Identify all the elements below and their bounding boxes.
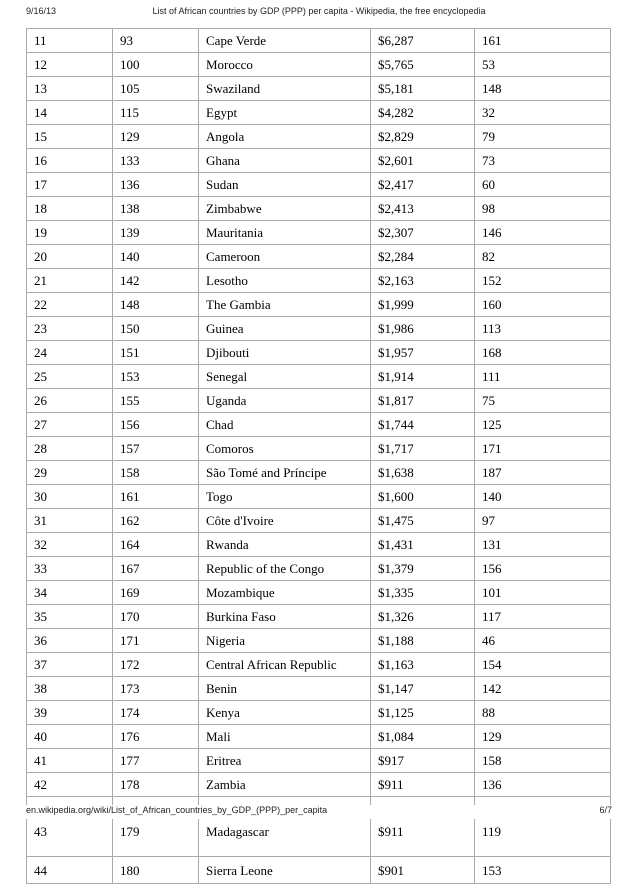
table-row xyxy=(27,773,611,797)
world-rank-cell: 153 xyxy=(113,365,199,389)
world-rank-cell: 174 xyxy=(113,701,199,725)
world-rank-cell: 148 xyxy=(113,293,199,317)
table-row xyxy=(27,509,611,533)
table-row xyxy=(27,53,611,77)
table-row xyxy=(27,293,611,317)
gdp-cell: $1,084 xyxy=(371,725,475,749)
rank-cell: 28 xyxy=(27,437,113,461)
table-row xyxy=(27,485,611,509)
hdi-rank-cell: 152 xyxy=(475,269,611,293)
table-row xyxy=(27,413,611,437)
world-rank-cell: 140 xyxy=(113,245,199,269)
world-rank-cell: 162 xyxy=(113,509,199,533)
country-cell[interactable]: Morocco xyxy=(199,53,371,77)
rank-cell: 44 xyxy=(27,857,113,884)
country-cell[interactable]: Chad xyxy=(199,413,371,437)
gdp-cell: $1,125 xyxy=(371,701,475,725)
hdi-rank-cell: 73 xyxy=(475,149,611,173)
hdi-rank-cell: 111 xyxy=(475,365,611,389)
gdp-cell: $2,413 xyxy=(371,197,475,221)
world-rank-cell: 161 xyxy=(113,485,199,509)
country-cell[interactable]: Djibouti xyxy=(199,341,371,365)
page-number: 6/7 xyxy=(599,805,612,815)
rank-cell: 13 xyxy=(27,77,113,101)
table-row xyxy=(27,149,611,173)
country-cell[interactable]: Zimbabwe xyxy=(199,197,371,221)
rank-cell: 14 xyxy=(27,101,113,125)
world-rank-cell: 179 xyxy=(113,797,199,857)
gdp-cell: $1,326 xyxy=(371,605,475,629)
country-cell[interactable]: Egypt xyxy=(199,101,371,125)
world-rank-cell: 157 xyxy=(113,437,199,461)
world-rank-cell: 93 xyxy=(113,29,199,53)
rank-cell: 11 xyxy=(27,29,113,53)
hdi-rank-cell: 156 xyxy=(475,557,611,581)
table-row xyxy=(27,341,611,365)
world-rank-cell: 138 xyxy=(113,197,199,221)
rank-cell: 31 xyxy=(27,509,113,533)
world-rank-cell: 176 xyxy=(113,725,199,749)
table-row xyxy=(27,317,611,341)
gdp-cell: $4,282 xyxy=(371,101,475,125)
gdp-cell: $1,335 xyxy=(371,581,475,605)
print-date: 9/16/13 xyxy=(26,6,57,16)
hdi-rank-cell: 161 xyxy=(475,29,611,53)
country-cell[interactable]: Central African Republic xyxy=(199,653,371,677)
rank-cell: 17 xyxy=(27,173,113,197)
hdi-rank-cell: 158 xyxy=(475,749,611,773)
world-rank-cell: 167 xyxy=(113,557,199,581)
table-row xyxy=(27,365,611,389)
gdp-cell: $2,417 xyxy=(371,173,475,197)
rank-cell: 22 xyxy=(27,293,113,317)
world-rank-cell: 129 xyxy=(113,125,199,149)
country-cell[interactable]: Burkina Faso xyxy=(199,605,371,629)
world-rank-cell: 180 xyxy=(113,857,199,884)
world-rank-cell: 155 xyxy=(113,389,199,413)
rank-cell: 35 xyxy=(27,605,113,629)
table-row xyxy=(27,857,611,884)
page-title: List of African countries by GDP (PPP) per capita - Wikipedia, the free encyclopedia xyxy=(152,6,486,16)
rank-cell: 21 xyxy=(27,269,113,293)
table-row xyxy=(27,629,611,653)
rank-cell: 26 xyxy=(27,389,113,413)
gdp-cell: $1,431 xyxy=(371,533,475,557)
world-rank-cell: 172 xyxy=(113,653,199,677)
hdi-rank-cell: 153 xyxy=(475,857,611,884)
world-rank-cell: 142 xyxy=(113,269,199,293)
country-cell[interactable]: Uganda xyxy=(199,389,371,413)
world-rank-cell: 105 xyxy=(113,77,199,101)
gdp-cell: $5,765 xyxy=(371,53,475,77)
country-cell[interactable]: Rwanda xyxy=(199,533,371,557)
table-row xyxy=(27,29,611,53)
rank-cell: 34 xyxy=(27,581,113,605)
table-row xyxy=(27,677,611,701)
rank-cell: 36 xyxy=(27,629,113,653)
print-header xyxy=(0,6,638,20)
gdp-cell: $1,163 xyxy=(371,653,475,677)
hdi-rank-cell: 129 xyxy=(475,725,611,749)
hdi-rank-cell: 98 xyxy=(475,197,611,221)
hdi-rank-cell: 168 xyxy=(475,341,611,365)
rank-cell: 25 xyxy=(27,365,113,389)
rank-cell: 42 xyxy=(27,773,113,797)
country-cell[interactable]: Côte d'Ivoire xyxy=(199,509,371,533)
hdi-rank-cell: 131 xyxy=(475,533,611,557)
gdp-cell: $1,475 xyxy=(371,509,475,533)
hdi-rank-cell: 171 xyxy=(475,437,611,461)
country-cell[interactable]: Sudan xyxy=(199,173,371,197)
hdi-rank-cell: 125 xyxy=(475,413,611,437)
country-cell[interactable]: Senegal xyxy=(199,365,371,389)
hdi-rank-cell: 53 xyxy=(475,53,611,77)
rank-cell: 32 xyxy=(27,533,113,557)
hdi-rank-cell: 187 xyxy=(475,461,611,485)
table-row xyxy=(27,437,611,461)
country-cell[interactable]: Mozambique xyxy=(199,581,371,605)
country-cell[interactable]: Guinea xyxy=(199,317,371,341)
hdi-rank-cell: 88 xyxy=(475,701,611,725)
gdp-cell: $5,181 xyxy=(371,77,475,101)
country-cell[interactable]: Benin xyxy=(199,677,371,701)
hdi-rank-cell: 136 xyxy=(475,773,611,797)
country-cell[interactable]: Sierra Leone xyxy=(199,857,371,884)
hdi-rank-cell: 101 xyxy=(475,581,611,605)
gdp-cell: $2,163 xyxy=(371,269,475,293)
table-row xyxy=(27,653,611,677)
world-rank-cell: 170 xyxy=(113,605,199,629)
country-cell[interactable]: Mauritania xyxy=(199,221,371,245)
gdp-cell: $6,287 xyxy=(371,29,475,53)
world-rank-cell: 178 xyxy=(113,773,199,797)
page-url: en.wikipedia.org/wiki/List_of_African_countries_by_GDP_(PPP)_per_capita xyxy=(26,805,328,815)
rank-cell: 39 xyxy=(27,701,113,725)
gdp-cell: $1,147 xyxy=(371,677,475,701)
world-rank-cell: 133 xyxy=(113,149,199,173)
world-rank-cell: 171 xyxy=(113,629,199,653)
table-row xyxy=(27,245,611,269)
country-cell[interactable]: São Tomé and Príncipe xyxy=(199,461,371,485)
gdp-cell: $917 xyxy=(371,749,475,773)
table-row xyxy=(27,581,611,605)
table-row xyxy=(27,125,611,149)
rank-cell: 18 xyxy=(27,197,113,221)
country-cell[interactable]: Swaziland xyxy=(199,77,371,101)
table-body xyxy=(27,29,611,884)
country-cell[interactable]: Lesotho xyxy=(199,269,371,293)
hdi-rank-cell: 46 xyxy=(475,629,611,653)
gdp-cell: $911 xyxy=(371,797,475,857)
country-cell[interactable]: Kenya xyxy=(199,701,371,725)
gdp-cell: $911 xyxy=(371,773,475,797)
table-row xyxy=(27,461,611,485)
hdi-rank-cell: 82 xyxy=(475,245,611,269)
hdi-rank-cell: 154 xyxy=(475,653,611,677)
world-rank-cell: 156 xyxy=(113,413,199,437)
rank-cell: 12 xyxy=(27,53,113,77)
table-row xyxy=(27,605,611,629)
country-cell[interactable]: Ghana xyxy=(199,149,371,173)
hdi-rank-cell: 119 xyxy=(475,797,611,857)
table-row xyxy=(27,389,611,413)
table-row xyxy=(27,221,611,245)
rank-cell: 24 xyxy=(27,341,113,365)
rank-cell: 38 xyxy=(27,677,113,701)
gdp-cell: $1,914 xyxy=(371,365,475,389)
country-cell[interactable]: The Gambia xyxy=(199,293,371,317)
rank-cell: 33 xyxy=(27,557,113,581)
world-rank-cell: 151 xyxy=(113,341,199,365)
rank-cell: 30 xyxy=(27,485,113,509)
rank-cell: 20 xyxy=(27,245,113,269)
world-rank-cell: 164 xyxy=(113,533,199,557)
table-row xyxy=(27,173,611,197)
hdi-rank-cell: 97 xyxy=(475,509,611,533)
world-rank-cell: 139 xyxy=(113,221,199,245)
rank-cell: 41 xyxy=(27,749,113,773)
gdp-cell: $2,284 xyxy=(371,245,475,269)
table-row xyxy=(27,197,611,221)
table-row xyxy=(27,533,611,557)
hdi-rank-cell: 140 xyxy=(475,485,611,509)
gdp-cell: $1,717 xyxy=(371,437,475,461)
country-cell[interactable]: Eritrea xyxy=(199,749,371,773)
gdp-cell: $1,379 xyxy=(371,557,475,581)
hdi-rank-cell: 142 xyxy=(475,677,611,701)
gdp-cell: $2,601 xyxy=(371,149,475,173)
country-cell[interactable]: Cape Verde xyxy=(199,29,371,53)
rank-cell: 19 xyxy=(27,221,113,245)
world-rank-cell: 177 xyxy=(113,749,199,773)
hdi-rank-cell: 117 xyxy=(475,605,611,629)
country-cell[interactable]: Zambia xyxy=(199,773,371,797)
gdp-cell: $2,307 xyxy=(371,221,475,245)
hdi-rank-cell: 148 xyxy=(475,77,611,101)
table-row xyxy=(27,725,611,749)
gdp-cell: $1,638 xyxy=(371,461,475,485)
table-row xyxy=(27,77,611,101)
country-cell[interactable]: Comoros xyxy=(199,437,371,461)
hdi-rank-cell: 60 xyxy=(475,173,611,197)
rank-cell: 29 xyxy=(27,461,113,485)
gdp-cell: $2,829 xyxy=(371,125,475,149)
gdp-cell: $1,986 xyxy=(371,317,475,341)
world-rank-cell: 169 xyxy=(113,581,199,605)
country-cell[interactable]: Togo xyxy=(199,485,371,509)
world-rank-cell: 136 xyxy=(113,173,199,197)
country-cell[interactable]: Nigeria xyxy=(199,629,371,653)
rank-cell: 23 xyxy=(27,317,113,341)
hdi-rank-cell: 113 xyxy=(475,317,611,341)
table-row xyxy=(27,557,611,581)
rank-cell: 16 xyxy=(27,149,113,173)
rank-cell: 27 xyxy=(27,413,113,437)
rank-cell: 40 xyxy=(27,725,113,749)
rank-cell: 15 xyxy=(27,125,113,149)
table-row xyxy=(27,701,611,725)
hdi-rank-cell: 146 xyxy=(475,221,611,245)
country-cell[interactable]: Mali xyxy=(199,725,371,749)
hdi-rank-cell: 75 xyxy=(475,389,611,413)
country-cell[interactable]: Madagascar xyxy=(199,797,371,857)
gdp-ranking-table xyxy=(26,28,611,884)
world-rank-cell: 158 xyxy=(113,461,199,485)
world-rank-cell: 150 xyxy=(113,317,199,341)
hdi-rank-cell: 79 xyxy=(475,125,611,149)
gdp-cell: $1,744 xyxy=(371,413,475,437)
print-footer xyxy=(0,805,638,819)
gdp-cell: $901 xyxy=(371,857,475,884)
rank-cell: 37 xyxy=(27,653,113,677)
table-row xyxy=(27,749,611,773)
world-rank-cell: 173 xyxy=(113,677,199,701)
rank-cell: 43 xyxy=(27,797,113,857)
gdp-cell: $1,188 xyxy=(371,629,475,653)
gdp-cell: $1,999 xyxy=(371,293,475,317)
country-cell[interactable]: Cameroon xyxy=(199,245,371,269)
world-rank-cell: 100 xyxy=(113,53,199,77)
country-cell[interactable]: Republic of the Congo xyxy=(199,557,371,581)
table-row xyxy=(27,101,611,125)
gdp-cell: $1,957 xyxy=(371,341,475,365)
world-rank-cell: 115 xyxy=(113,101,199,125)
country-cell[interactable]: Angola xyxy=(199,125,371,149)
gdp-cell: $1,817 xyxy=(371,389,475,413)
hdi-rank-cell: 160 xyxy=(475,293,611,317)
hdi-rank-cell: 32 xyxy=(475,101,611,125)
gdp-cell: $1,600 xyxy=(371,485,475,509)
table-row xyxy=(27,269,611,293)
